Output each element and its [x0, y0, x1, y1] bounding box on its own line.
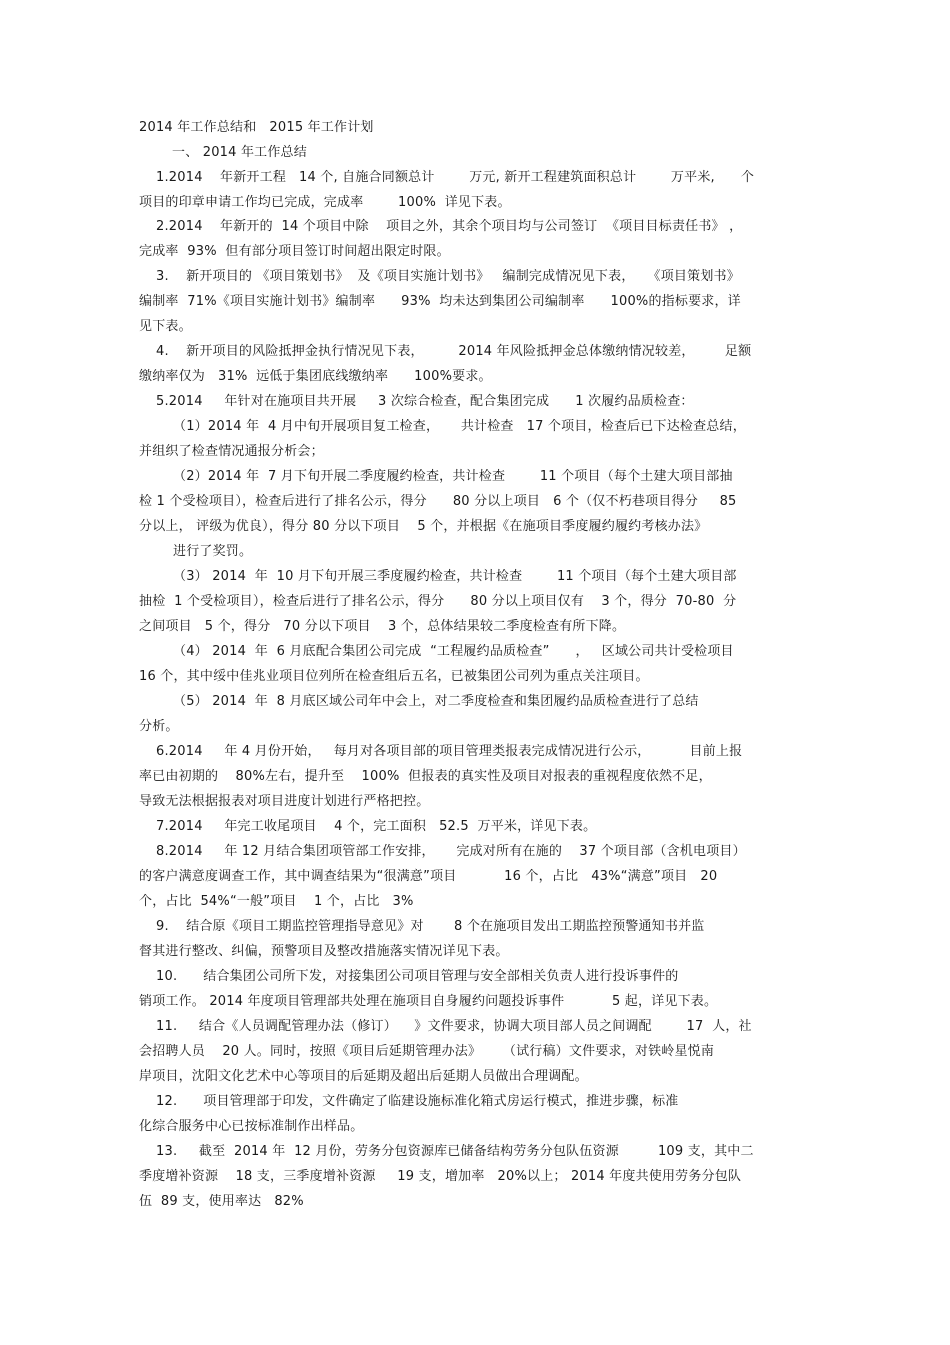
paragraph-line: 分析。 — [139, 719, 179, 734]
paragraph-line: 分以上， 评级为优良），得分 80 分以下项目 5 个，并根据《在施项目季度履约履约考核办法》 — [139, 519, 708, 534]
paragraph-line: 16 个，其中绥中佳兆业项目位列所在检查组后五名，已被集团公司列为重点关注项目。 — [139, 669, 649, 684]
paragraph-line: 岸项目，沈阳文化艺术中心等项目的后延期及超出后延期人员做出合理调配。 — [139, 1069, 588, 1084]
paragraph-line: 12. 项目管理部于印发，文件确定了临建设施标准化箱式房运行模式，推进步骤，标准 — [156, 1094, 679, 1109]
paragraph-line: 3. 新开项目的 《项目策划书》 及《项目实施计划书》 编制完成情况见下表， 《项目策划书》 — [156, 269, 740, 284]
paragraph-line: 导致无法根据报表对项目进度计划进行严格把控。 — [139, 794, 430, 809]
paragraph-line: 6.2014 年 4 月份开始， 每月对各项目部的项目管理类报表完成情况进行公示， 目前上报 — [156, 744, 743, 759]
paragraph-line: （2）2014 年 7 月下旬开展二季度履约检查，共计检查 11 个项目（每个土建大项目部抽 — [173, 469, 733, 484]
paragraph-line: 见下表。 — [139, 319, 192, 334]
paragraph-line: 2.2014 年新开的 14 个项目中除 项目之外，其余个项目均与公司签订 《项目目标责任书》 ， — [156, 219, 743, 234]
paragraph-line: 8.2014 年 12 月结合集团项管部工作安排， 完成对所有在施的 37 个项目部（含机电项目） — [156, 844, 746, 859]
paragraph-line: 伍 89 支，使用率达 82% — [139, 1194, 304, 1209]
paragraph-line: （3） 2014 年 10 月下旬开展三季度履约检查，共计检查 11 个项目（每个土建大项目部 — [173, 569, 737, 584]
paragraph-line: 5.2014 年针对在施项目共开展 3 次综合检查，配合集团完成 1 次履约品质检查： — [156, 394, 694, 409]
paragraph-line: 7.2014 年完工收尾项目 4 个，完工面积 52.5 万平米，详见下表。 — [156, 819, 597, 834]
paragraph-line: 4. 新开项目的风险抵押金执行情况见下表， 2014 年风险抵押金总体缴纳情况较差， 足额 — [156, 344, 752, 359]
paragraph-line: 率已由初期的 80%左右，提升至 100% 但报表的真实性及项目对报表的重视程度依然不足， — [139, 769, 712, 784]
paragraph-line: 会招聘人员 20 人。同时，按照《项目后延期管理办法》 （试行稿）文件要求，对铁岭星悦南 — [139, 1044, 715, 1059]
document-title: 2014 年工作总结和 2015 年工作计划 — [139, 120, 374, 135]
paragraph-line: 检 1 个受检项目），检查后进行了排名公示，得分 80 分以上项目 6 个（仅不朽巷项目得分 85 — [139, 494, 737, 509]
paragraph-line: 进行了奖罚。 — [173, 544, 253, 559]
paragraph-line: 10. 结合集团公司所下发，对接集团公司项目管理与安全部相关负责人进行投诉事件的 — [156, 969, 679, 984]
paragraph-line: 11. 结合《人员调配管理办法（修订） 》文件要求，协调大项目部人员之间调配 17 人，社 — [156, 1019, 752, 1034]
paragraph-line: 编制率 71%《项目实施计划书》编制率 93% 均未达到集团公司编制率 100%的指标要求，详 — [139, 294, 741, 309]
paragraph-line: 督其进行整改、纠偏，预警项目及整改措施落实情况详见下表。 — [139, 944, 509, 959]
paragraph-line: 季度增补资源 18 支，三季度增补资源 19 支，增加率 20%以上； 2014 年度共使用劳务分包队 — [139, 1169, 742, 1184]
paragraph-line: 之间项目 5 个，得分 70 分以下项目 3 个，总体结果较二季度检查有所下降。 — [139, 619, 626, 634]
paragraph-line: 抽检 1 个受检项目），检查后进行了排名公示，得分 80 分以上项目仅有 3 个，得分 70-80 分 — [139, 594, 737, 609]
paragraph-line: 1.2014 年新开工程 14 个, 自施合同额总计 万元, 新开工程建筑面积总计 万平米, 个 — [156, 170, 755, 185]
paragraph-line: （4） 2014 年 6 月底配合集团公司完成 “工程履约品质检查” ， 区域公司共计受检项目 — [173, 644, 734, 659]
paragraph-line: （5） 2014 年 8 月底区域公司年中会上，对二季度检查和集团履约品质检查进行了总结 — [173, 694, 699, 709]
paragraph-line: 缴纳率仅为 31% 远低于集团底线缴纳率 100%要求。 — [139, 369, 492, 384]
paragraph-line: 化综合服务中心已按标准制作出样品。 — [139, 1119, 364, 1134]
paragraph-line: 项目的印章申请工作均已完成，完成率 100% 详见下表。 — [139, 195, 511, 210]
section-heading: 一、 2014 年工作总结 — [172, 145, 307, 160]
paragraph-line: 13. 截至 2014 年 12 月份，劳务分包资源库已储备结构劳务分包队伍资源 109 支，其中二 — [156, 1144, 754, 1159]
paragraph-line: 个，占比 54%“一般”项目 1 个，占比 3% — [139, 894, 414, 909]
paragraph-line: 9. 结合原《项目工期监控管理指导意见》对 8 个在施项目发出工期监控预警通知书并监 — [156, 919, 705, 934]
paragraph-line: 完成率 93% 但有部分项目签订时间超出限定时限。 — [139, 244, 450, 259]
paragraph-line: 销项工作。 2014 年度项目管理部共处理在施项目自身履约问题投诉事件 5 起，详见下表。 — [139, 994, 718, 1009]
paragraph-line: 并组织了检查情况通报分析会； — [139, 444, 324, 459]
paragraph-line: （1）2014 年 4 月中旬开展项目复工检查， 共计检查 17 个项目，检查后已下达检查总结， — [173, 419, 746, 434]
paragraph-line: 的客户满意度调查工作，其中调查结果为“很满意”项目 16 个，占比 43%“满意”项目 20 — [139, 869, 718, 884]
